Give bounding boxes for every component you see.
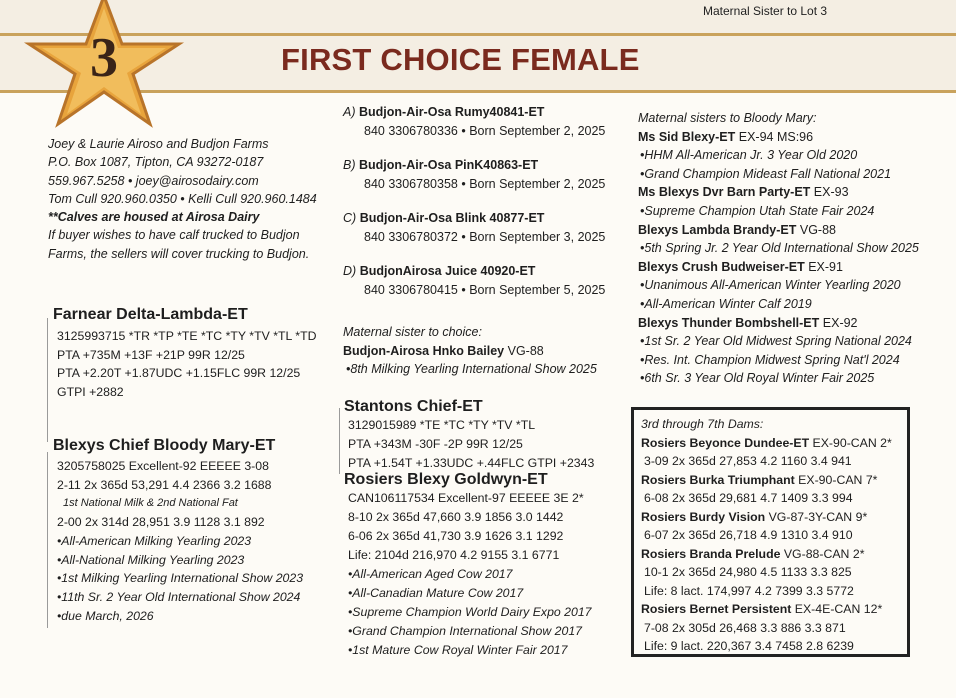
sister-achievement: •All-American Winter Calf 2019: [640, 296, 812, 311]
ancestral-dam-record: 10-1 2x 365d 24,980 4.5 1133 3.3 825: [644, 565, 852, 579]
sister-header: [638, 128, 919, 147]
sister-header: [638, 221, 919, 240]
pedigree-line: [339, 408, 340, 474]
sire-line: 3125993715 *TR *TP *TE *TC *TY *TV *TL *TD: [57, 329, 317, 343]
ancestral-dam-record: Life: 9 lact. 220,367 3.4 7458 2.8 6239: [644, 639, 854, 653]
sister-achievement: •Res. Int. Champion Midwest Spring Nat'l 2024: [640, 352, 900, 367]
choice-sister: [343, 323, 597, 379]
choice-sister-note: •8th Milking Yearling International Show 2025: [346, 362, 597, 376]
dam-line: 2-00 2x 314d 28,951 3.9 1128 3.1 892: [57, 515, 265, 530]
granddam-line: Life: 2104d 216,970 4.2 9155 3.1 6771: [348, 548, 560, 562]
lot-name: BudjonAirosa Juice 40920-ET: [359, 264, 536, 278]
lot-name: Budjon-Air-Osa Rumy40841-ET: [358, 105, 545, 119]
granddam-line: 6-06 2x 365d 41,730 3.9 1626 3.1 1292: [348, 529, 564, 543]
dam-block: [53, 437, 303, 625]
dam-line: •11th Sr. 2 Year Old International Show 2024: [57, 589, 301, 604]
choice-sister-score: VG-88: [507, 343, 544, 358]
maternal-grandsire-block: [344, 398, 594, 473]
ancestral-dam-score: EX-4E-CAN 12*: [794, 602, 883, 616]
granddam-line: •Supreme Champion World Dairy Expo 2017: [348, 605, 592, 619]
grandsire-line: PTA +1.54T +1.33UDC +.44FLC GTPI +2343: [348, 456, 595, 470]
lot-born: Born September 3, 2025: [469, 230, 606, 244]
sire-line: PTA +2.20T +1.87UDC +1.15FLC 99R 12/25: [57, 366, 301, 381]
choice-sister-name: Budjon-Airosa Hnko Bailey: [343, 343, 505, 358]
grandsire-line: 3129015989 *TE *TC *TY *TV *TL: [348, 418, 536, 432]
lot-detail: 840 3306780372 • Born September 3, 2025: [364, 230, 606, 244]
maternal-grandsire-name: Stantons Chief-ET: [344, 398, 483, 415]
page-title: FIRST CHOICE FEMALE: [281, 42, 640, 77]
maternal-sisters-label: Maternal sisters to Bloody Mary:: [638, 111, 817, 125]
choice-sister-label: Maternal sister to choice:: [343, 325, 482, 339]
sister-score: EX-93: [813, 185, 849, 200]
lot-detail: 840 3306780415 • Born September 5, 2025: [364, 283, 606, 297]
seller-info: [48, 135, 317, 263]
seller-line: 559.967.5258 • joey@airosodairy.com: [48, 173, 259, 188]
dams-label: 3rd through 7th Dams:: [641, 417, 764, 431]
sire-line: PTA +735M +13F +21P 99R 12/25: [57, 347, 245, 362]
ancestral-dam-record: Life: 8 lact. 174,997 4.2 7399 3.3 5772: [644, 583, 854, 598]
seller-line: Tom Cull 920.960.0350 • Kelli Cull 920.960.1484: [48, 191, 317, 206]
maternal-sister-note: Maternal Sister to Lot 3: [703, 4, 828, 18]
ancestral-dams-box: [631, 407, 910, 657]
lot-born: Born September 2, 2025: [469, 177, 606, 191]
ancestral-dam-name: Rosiers Burka Triumphant: [641, 472, 795, 487]
ancestral-dam-name: Rosiers Beyonce Dundee-ET: [641, 435, 810, 450]
maternal-sisters: [638, 109, 919, 388]
dam-header: [641, 508, 907, 527]
sister-name: Ms Sid Blexy-ET: [638, 129, 736, 144]
sister-achievement: •1st Sr. 2 Year Old Midwest Spring National 2024: [640, 334, 912, 349]
lot-number: 3: [90, 27, 118, 89]
sister-name: Blexys Lambda Brandy-ET: [638, 222, 797, 237]
lot-letter: D): [343, 264, 357, 278]
ancestral-dam-record: 6-07 2x 365d 26,718 4.9 1310 3.4 910: [644, 528, 853, 542]
granddam-line: •1st Mature Cow Royal Winter Fair 2017: [348, 643, 568, 657]
trucking-note: If buyer wishes to have calf trucked to Budjon: [48, 228, 300, 243]
ancestral-dam-name: Rosiers Bernet Persistent: [641, 602, 792, 616]
dam-header: [641, 545, 907, 564]
granddam-block: [344, 471, 592, 660]
sire-line: GTPI +2882: [57, 385, 124, 400]
granddam-line: •All-Canadian Mature Cow 2017: [348, 586, 524, 600]
sister-score: EX-91: [808, 259, 843, 274]
ancestral-dam-record: 3-09 2x 365d 27,853 4.2 1160 3.4 941: [644, 454, 852, 468]
sister-achievement: •Supreme Champion Utah State Fair 2024: [640, 203, 875, 218]
dam-line: 3205758025 Excellent-92 EEEEE 3-08: [57, 459, 269, 473]
lot-born: Born September 5, 2025: [469, 283, 606, 297]
dam-header: [641, 600, 907, 619]
seller-line: P.O. Box 1087, Tipton, CA 93272-0187: [48, 155, 264, 170]
sister-score: EX-92: [822, 315, 858, 330]
lot-id: 840 3306780415: [364, 283, 458, 297]
ancestral-dam-record: 6-08 2x 365d 29,681 4.7 1409 3.3 994: [644, 491, 853, 505]
lot-title: [343, 103, 605, 121]
dam-line: 2-11 2x 365d 53,291 4.4 2366 3.2 1688: [57, 477, 272, 492]
granddam-line: 8-10 2x 365d 47,660 3.9 1856 3.0 1442: [348, 510, 564, 524]
lot-letter: C): [343, 211, 357, 225]
sister-achievement: •HHM All-American Jr. 3 Year Old 2020: [640, 148, 858, 163]
sister-achievement: •5th Spring Jr. 2 Year Old International Show 2025: [640, 241, 919, 256]
ancestral-dam-score: EX-90-CAN 7*: [798, 472, 878, 487]
lot-star-badge: [14, 0, 194, 130]
pedigree-line: [47, 452, 48, 628]
lot-item: [343, 262, 605, 300]
maternal-grandsire-details: [348, 416, 594, 473]
granddam-line: •All-American Aged Cow 2017: [348, 567, 513, 581]
dam-line: •All-American Milking Yearling 2023: [57, 533, 252, 548]
sister-name: Blexys Thunder Bombshell-ET: [638, 315, 820, 330]
lot-title: [343, 209, 605, 227]
sister-name: Blexys Crush Budweiser-ET: [638, 259, 805, 274]
trucking-note: Farms, the sellers will cover trucking to Budjon.: [48, 246, 310, 261]
lot-id: 840 3306780372: [364, 230, 458, 244]
lot-detail: 840 3306780336 • Born September 2, 2025: [364, 124, 606, 138]
calves-note: **Calves are housed at Airosa Dairy: [48, 210, 260, 225]
sire-details: [57, 327, 316, 402]
lot-title: [343, 262, 605, 280]
lot-detail: 840 3306780358 • Born September 2, 2025: [364, 177, 606, 191]
sister-header: [638, 258, 919, 277]
sister-score: EX-94 MS:96: [738, 129, 814, 144]
dam-line: •All-National Milking Yearling 2023: [57, 552, 245, 567]
granddam-details: [348, 489, 592, 660]
lot-title: [343, 156, 605, 174]
dam-name: Blexys Chief Bloody Mary-ET: [53, 437, 276, 454]
granddam-name: Rosiers Blexy Goldwyn-ET: [344, 471, 548, 488]
sister-header: [638, 183, 919, 202]
sister-name: Ms Blexys Dvr Barn Party-ET: [638, 185, 811, 200]
granddam-line: •Grand Champion International Show 2017: [348, 624, 582, 638]
lot-letter: A): [343, 105, 356, 119]
seller-line: Joey & Laurie Airoso and Budjon Farms: [48, 137, 269, 151]
dam-header: [641, 471, 907, 490]
granddam-line: CAN106117534 Excellent-97 EEEEE 3E 2*: [348, 491, 584, 505]
lot-id: 840 3306780336: [364, 124, 458, 138]
sire-name: Farnear Delta-Lambda-ET: [53, 306, 248, 323]
dam-line: •due March, 2026: [57, 608, 154, 623]
lot-born: Born September 2, 2025: [469, 124, 606, 138]
ancestral-dam-score: EX-90-CAN 2*: [812, 435, 892, 450]
pedigree-line: [47, 318, 48, 442]
sister-header: [638, 314, 919, 333]
dam-details: [57, 457, 303, 625]
sister-achievement: •6th Sr. 3 Year Old Royal Winter Fair 2025: [640, 371, 875, 386]
lot-letter: B): [343, 158, 356, 172]
ancestral-dam-name: Rosiers Burdy Vision: [641, 509, 766, 524]
dam-header: [641, 434, 907, 453]
lot-id: 840 3306780358: [364, 177, 458, 191]
sister-achievement: •Grand Champion Mideast Fall National 2021: [640, 166, 892, 181]
lot-item: [343, 156, 605, 194]
lot-name: Budjon-Air-Osa Blink 40877-ET: [359, 211, 545, 225]
lot-name: Budjon-Air-Osa PinK40863-ET: [358, 158, 539, 172]
ancestral-dam-score: VG-87-3Y-CAN 9*: [768, 509, 868, 524]
dam-line: •1st Milking Yearling International Show 2023: [57, 571, 304, 586]
grandsire-line: PTA +343M -30F -2P 99R 12/25: [348, 437, 523, 451]
ancestral-dam-record: 7-08 2x 305d 26,468 3.3 886 3.3 871: [644, 620, 846, 635]
ancestral-dam-score: VG-88-CAN 2*: [783, 546, 865, 561]
lot-list: [343, 103, 605, 315]
dam-line: 1st National Milk & 2nd National Fat: [63, 497, 238, 510]
sister-score: VG-88: [799, 222, 837, 237]
sister-achievement: •Unanimous All-American Winter Yearling 2020: [640, 278, 901, 293]
lot-item: [343, 209, 605, 247]
ancestral-dam-name: Rosiers Branda Prelude: [641, 546, 781, 561]
sire-block: [53, 306, 316, 402]
lot-item: [343, 103, 605, 141]
